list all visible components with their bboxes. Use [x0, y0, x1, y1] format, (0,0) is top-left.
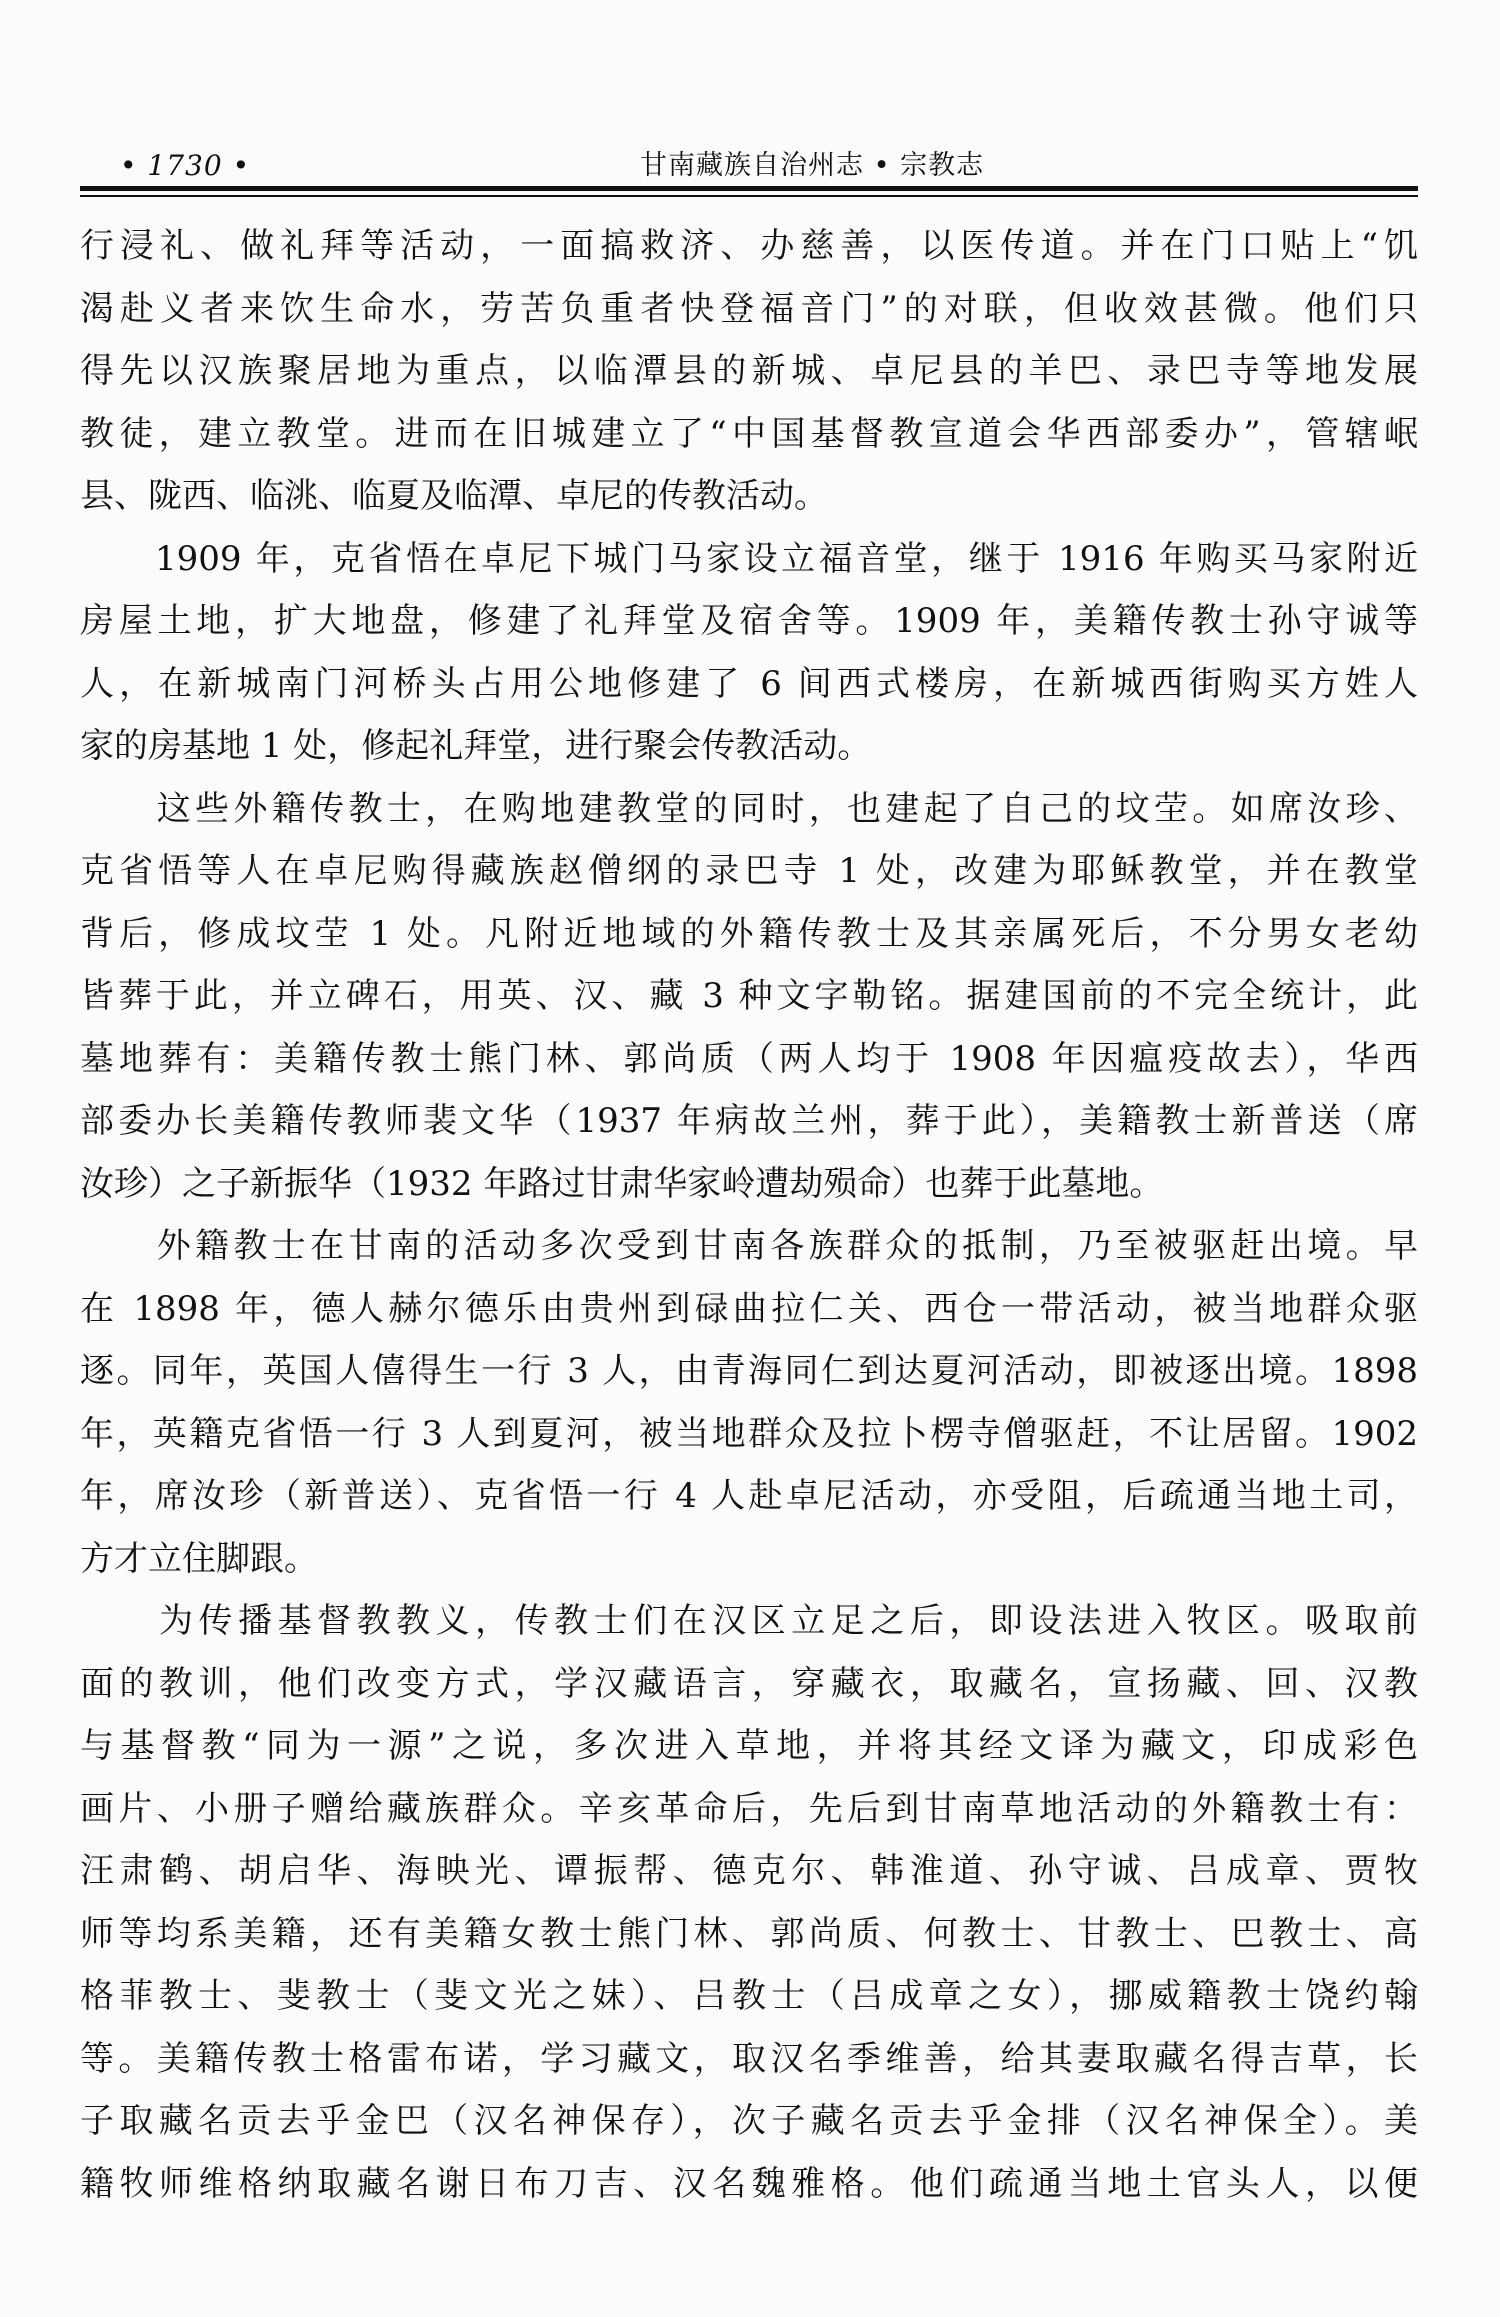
text-line: 格菲教士、斐教士（斐文光之妹）、吕教士（吕成章之女），挪威籍教士饶约翰 [80, 1976, 1418, 2016]
text-line: 部委办长美籍传教师裴文华（1937 年病故兰州，葬于此），美籍教士新普送（席 [80, 1101, 1418, 1141]
text-line: 与基督教“同为一源”之说，多次进入草地，并将其经文译为藏文，印成彩色 [80, 1726, 1418, 1766]
text-line: 在 1898 年，德人赫尔德乐由贵州到碌曲拉仁关、西仓一带活动，被当地群众驱 [80, 1288, 1418, 1329]
text-line: 这些外籍传教士，在购地建教堂的同时，也建起了自己的坟茔。如席汝珍、 [80, 788, 1418, 829]
text-line: 汪肃鹤、胡启华、海映光、谭振帮、德克尔、韩淮道、孙守诚、吕成章、贾牧 [80, 1851, 1418, 1891]
text-line: 皆葬于此，并立碑石，用英、汉、藏 3 种文字勒铭。据建国前的不完全统计，此 [80, 976, 1418, 1016]
text-line: 年，英籍克省悟一行 3 人到夏河，被当地群众及拉卜楞寺僧驱赶，不让居留。1902 [80, 1413, 1418, 1454]
text-line: 方才立住脚跟。 [80, 1538, 318, 1579]
text-line: 师等均系美籍，还有美籍女教士熊门林、郭尚质、何教士、甘教士、巴教士、高 [80, 1913, 1418, 1954]
page-number: • 1730 • [120, 149, 251, 182]
text-line: 外籍教士在甘南的活动多次受到甘南各族群众的抵制，乃至被驱赶出境。早 [80, 1226, 1418, 1266]
text-line: 汝珍）之子新振华（1932 年路过甘肃华家岭遭劫殒命）也葬于此墓地。 [80, 1163, 1164, 1204]
header-rule-thick [80, 186, 1418, 191]
text-line: 等。美籍传教士格雷布诺，学习藏文，取汉名季维善，给其妻取藏名得吉草，长 [80, 2038, 1418, 2079]
text-line: 克省悟等人在卓尼购得藏族赵僧纲的录巴寺 1 处，改建为耶稣教堂，并在教堂 [80, 851, 1418, 891]
text-line: 人，在新城南门河桥头占用公地修建了 6 间西式楼房，在新城西街购买方姓人 [80, 663, 1418, 704]
text-line: 年，席汝珍（新普送）、克省悟一行 4 人赴卓尼活动，亦受阻，后疏通当地土司， [80, 1476, 1418, 1516]
text-line: 房屋土地，扩大地盘，修建了礼拜堂及宿舍等。1909 年，美籍传教士孙守诚等 [80, 601, 1418, 641]
text-line: 为传播基督教教义，传教士们在汉区立足之后，即设法进入牧区。吸取前 [80, 1601, 1418, 1641]
running-header [80, 148, 1420, 188]
header-rule-thin [80, 195, 1418, 197]
text-line: 得先以汉族聚居地为重点，以临潭县的新城、卓尼县的羊巴、录巴寺等地发展 [80, 351, 1418, 391]
text-line: 子取藏名贡去乎金巴（汉名神保存），次子藏名贡去乎金排（汉名神保全）。美 [80, 2101, 1418, 2141]
text-line: 渴赴义者来饮生命水，劳苦负重者快登福音门”的对联，但收效甚微。他们只 [80, 288, 1418, 329]
text-line: 行浸礼、做礼拜等活动，一面搞救济、办慈善，以医传道。并在门口贴上“饥 [80, 226, 1418, 266]
book-title: 甘南藏族自治州志 • 宗教志 [640, 150, 985, 181]
text-line: 县、陇西、临洮、临夏及临潭、卓尼的传教活动。 [80, 476, 828, 516]
text-line: 教徒，建立教堂。进而在旧城建立了“中国基督教宣道会华西部委办”，管辖岷 [80, 413, 1418, 454]
text-line: 背后，修成坟茔 1 处。凡附近地域的外籍传教士及其亲属死后，不分男女老幼 [80, 913, 1418, 954]
text-line: 画片、小册子赠给藏族群众。辛亥革命后，先后到甘南草地活动的外籍教士有： [80, 1788, 1418, 1829]
text-line: 墓地葬有：美籍传教士熊门林、郭尚质（两人均于 1908 年因瘟疫故去），华西 [80, 1038, 1418, 1079]
text-line: 1909 年，克省悟在卓尼下城门马家设立福音堂，继于 1916 年购买马家附近 [80, 538, 1418, 579]
text-line: 面的教训，他们改变方式，学汉藏语言，穿藏衣，取藏名，宣扬藏、回、汉教 [80, 1663, 1418, 1704]
text-line: 籍牧师维格纳取藏名谢日布刀吉、汉名魏雅格。他们疏通当地土官头人，以便 [80, 2163, 1418, 2204]
text-line: 家的房基地 1 处，修起礼拜堂，进行聚会传教活动。 [80, 726, 872, 766]
body-text [80, 215, 1418, 2215]
text-line: 逐。同年，英国人僖得生一行 3 人，由青海同仁到达夏河活动，即被逐出境。1898 [80, 1351, 1418, 1391]
